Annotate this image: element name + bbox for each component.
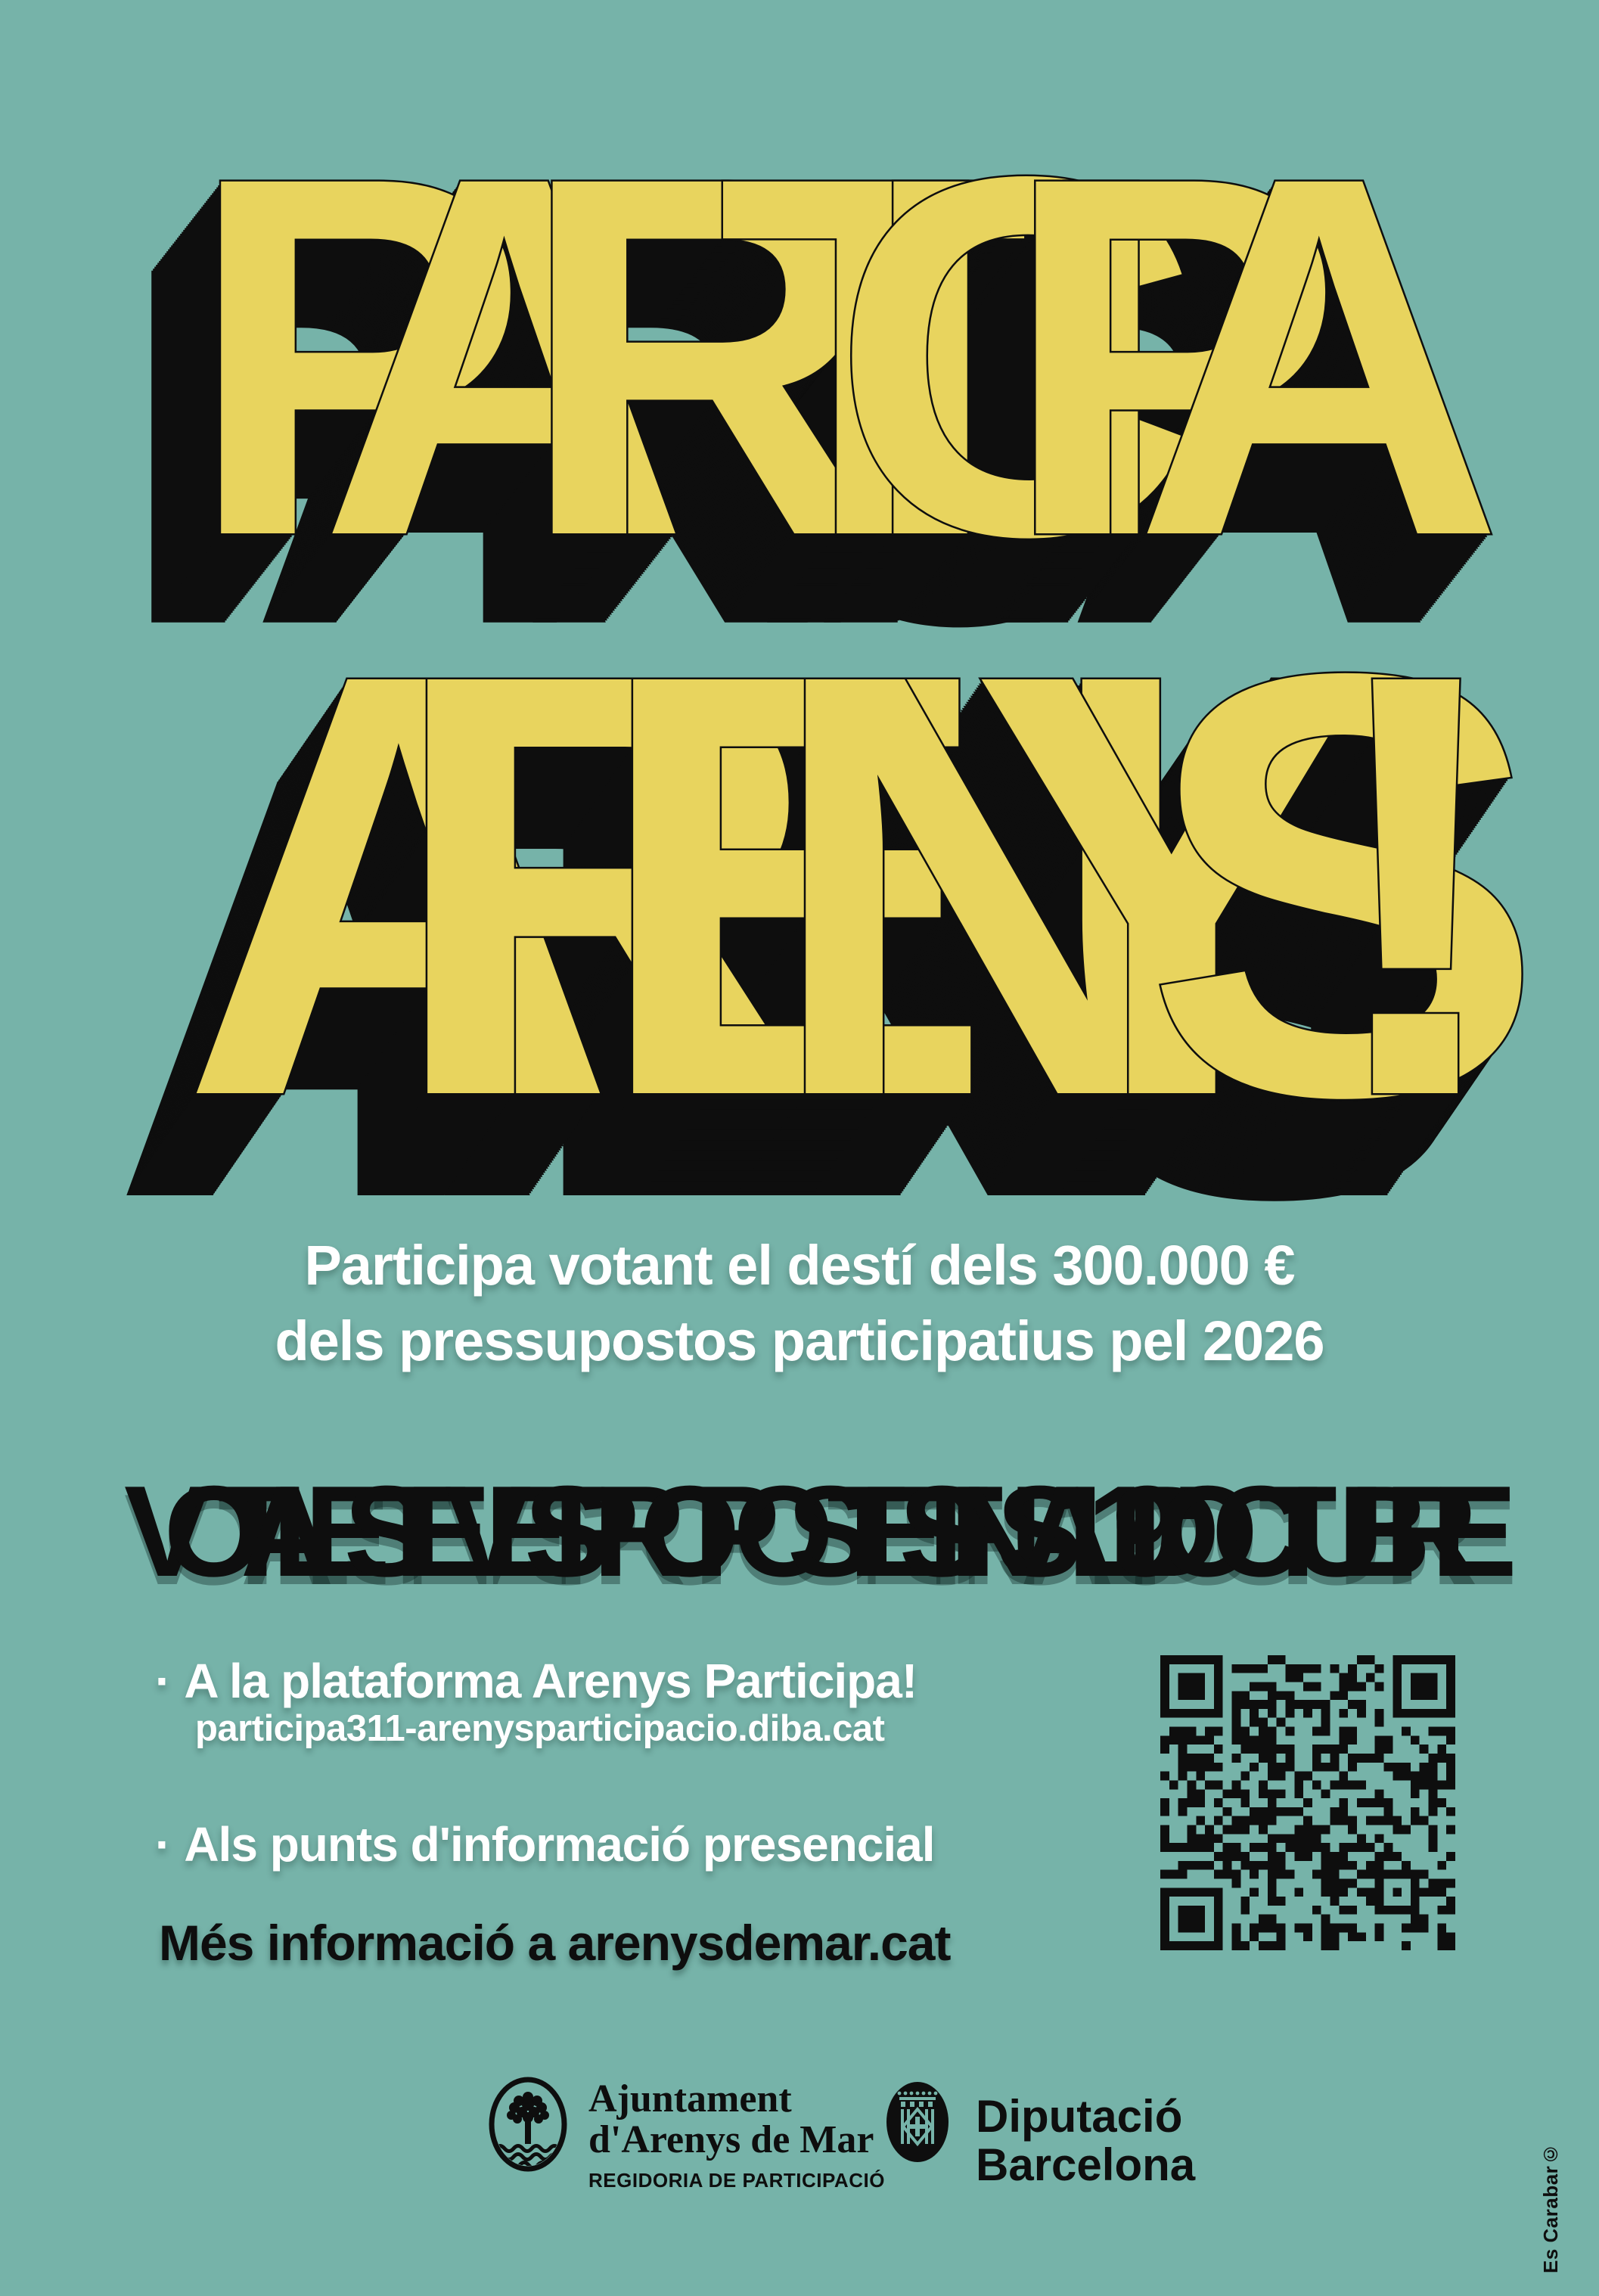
channel-platform-label: A la plataforma Arenys Participa! [184, 1654, 917, 1708]
ajuntament-crest-icon [488, 2076, 568, 2173]
diputacio-line2: Barcelona [976, 2139, 1196, 2190]
subtitle [0, 1228, 1599, 1379]
diputacio-line1: Diputació [976, 2091, 1183, 2142]
bullet-marker: · [155, 1817, 171, 1872]
channel-item-platform [155, 1654, 917, 1708]
bullet-marker: · [155, 1654, 171, 1708]
more-info-text: Més informació a arenysdemar.cat [159, 1915, 951, 1971]
qr-code-icon [1160, 1655, 1455, 1950]
subtitle-line-2: dels pressupostos participatius pel 2026 [275, 1310, 1324, 1372]
deadline-headline [0, 1460, 1599, 1634]
crest-tree [507, 2092, 549, 2144]
ajuntament-name-line2: d'Arenys de Mar [588, 2118, 874, 2161]
diputacio-logo-text [976, 2092, 1195, 2189]
subtitle-line-1: Participa votant el destí dels 300.000 € [304, 1234, 1295, 1297]
channel-item-inperson [155, 1817, 935, 1872]
diputacio-emblem-icon [886, 2082, 949, 2162]
credit-text: Es Carabar© [1539, 2142, 1562, 2273]
ajuntament-logo-text [588, 2079, 885, 2191]
channel-inperson-label: Als punts d'informació presencial [184, 1817, 935, 1872]
ajuntament-department: REGIDORIA DE PARTICIPACIÓ [588, 2169, 885, 2192]
diputacio-shield [898, 2092, 938, 2144]
ajuntament-name-line1: Ajuntament [588, 2077, 792, 2120]
platform-url: participa311-arenysparticipacio.diba.cat [195, 1708, 885, 1749]
